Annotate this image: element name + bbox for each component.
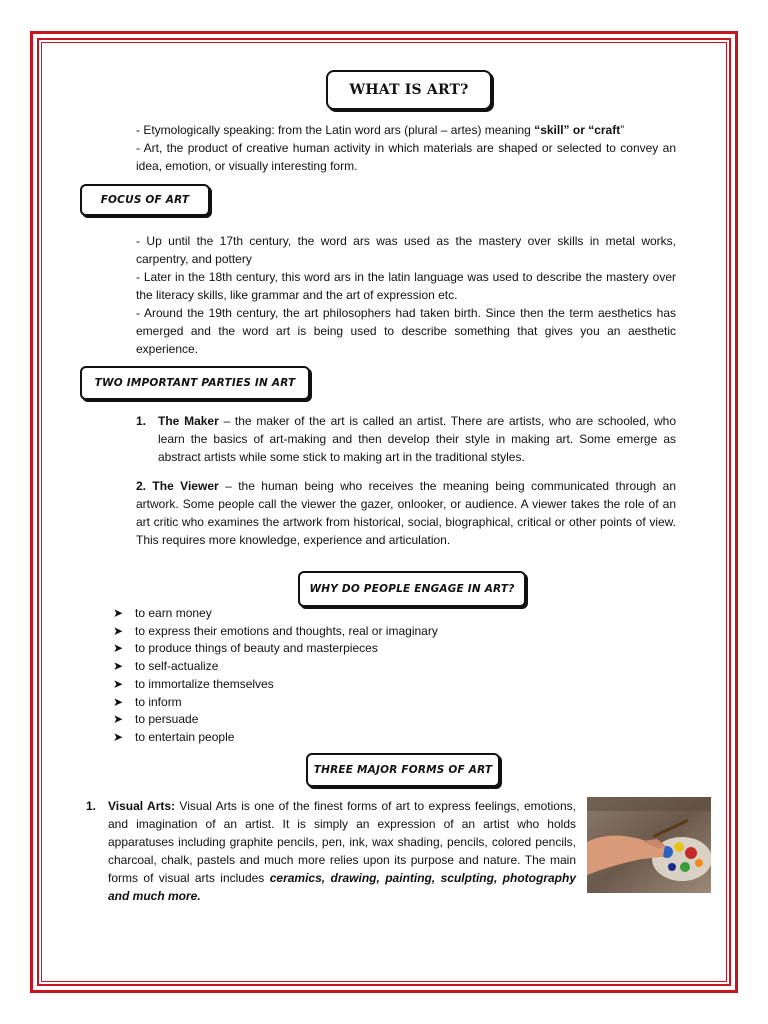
arrow-bullet-icon: ➤ — [113, 659, 124, 674]
heading-why-engage: WHY DO PEOPLE ENGAGE IN ART? — [298, 571, 526, 607]
arrow-bullet-icon: ➤ — [113, 676, 124, 691]
arrow-bullet-icon: ➤ — [113, 694, 124, 709]
arrow-bullet-icon: ➤ — [113, 623, 124, 638]
list-item: ➤ to self-actualize — [113, 658, 438, 676]
painting-photo — [587, 797, 711, 893]
maker-item: 1. The Maker – the maker of the art is called an artist. There are artists, who are schooled, who learn the basics of art-making and then develop their style in making art. Some emerge as abstract artists while some stick to making art in the traditional styles. — [136, 414, 676, 464]
arrow-bullet-icon: ➤ — [113, 712, 124, 727]
list-item: ➤ to immortalize themselves — [113, 676, 438, 694]
heading-three-forms: THREE MAJOR FORMS OF ART — [306, 753, 500, 787]
list-item: ➤ to produce things of beauty and masterpieces — [113, 640, 438, 658]
intro-paragraph: - Etymologically speaking: from the Latin word ars (plural – artes) meaning “skill” or “craft” - Art, the product of creative human activity in which materials are shaped or selected to convey an idea, emotion, or visually interesting form. — [136, 123, 676, 173]
list-item: ➤ to express their emotions and thoughts, real or imaginary — [113, 623, 438, 641]
list-item: ➤ to earn money — [113, 605, 438, 623]
list-item: ➤ to entertain people — [113, 729, 438, 747]
arrow-bullet-icon: ➤ — [113, 641, 124, 656]
focus-paragraph: - Up until the 17th century, the word ars was used as the mastery over skills in metal works, carpentry, and pottery - Later in the 18th century, this word ars in the latin language was used to describe the mastery over the literacy skills, like grammar and the art of expression etc. - Around the 19th century, the art philosophers had taken birth. Since then the term aesthetics has emerged and the word art is being used to describe something that gives you an aesthetic experience. — [136, 234, 676, 356]
heading-focus-of-art: FOCUS OF ART — [80, 184, 210, 216]
visual-arts-item: 1. Visual Arts: Visual Arts is one of the finest forms of art to express feelings, emotions, and imagination of an artist. It is simply an expression of an artist who holds apparatuses including graphite pencils, pen, ink, wax shading, pencils, colored pencils, charcoal, chalk, pastels and much more relies upon its purpose and nature. The main forms of visual arts includes ceramics, drawing, painting, sculpting, photography and much more. — [86, 799, 577, 903]
arrow-bullet-icon: ➤ — [113, 729, 124, 744]
list-item: ➤ to inform — [113, 694, 438, 712]
list-item: ➤ to persuade — [113, 711, 438, 729]
reasons-list — [113, 605, 438, 747]
arrow-bullet-icon: ➤ — [113, 606, 124, 620]
heading-what-is-art: WHAT IS ART? — [326, 70, 492, 110]
heading-two-parties: TWO IMPORTANT PARTIES IN ART — [80, 366, 310, 400]
viewer-item: 2. The Viewer – the human being who receives the meaning being communicated through an artwork. Some people call the viewer the gazer, onlooker, or audience. A viewer takes the role of an art critic who examines the artwork from historical, social, biographical, critical or other points of view. This requires more knowledge, experience and articulation. — [136, 479, 676, 547]
